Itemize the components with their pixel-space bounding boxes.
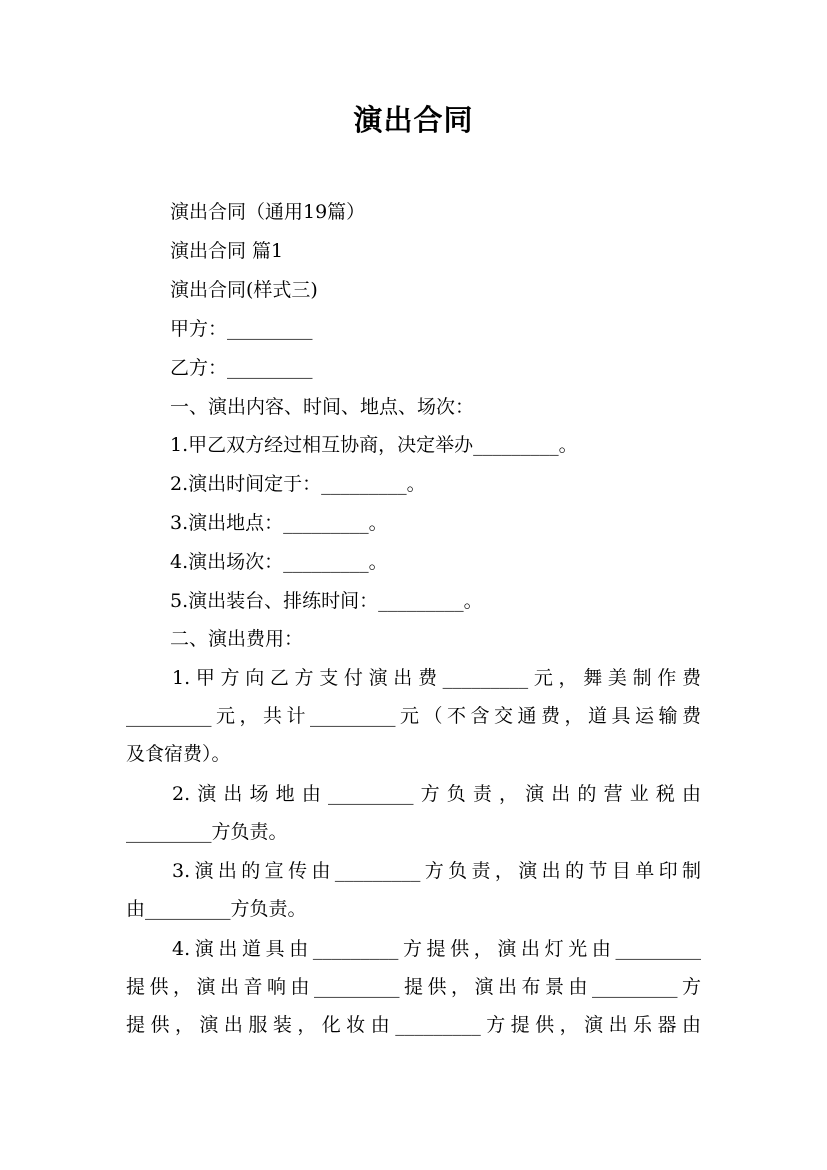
section-heading: 一、演出内容、时间、地点、场次： — [170, 396, 475, 418]
paragraph-fees — [126, 659, 701, 773]
paragraph-line: 2.演出场地由_________方负责，演出的营业税由 — [172, 783, 701, 805]
paragraph-line: 由_________方负责。 — [126, 898, 307, 920]
text-line: 演出合同（通用19篇） — [170, 201, 366, 223]
paragraph-line: 提供，演出音响由_________提供，演出布景由_________方 — [126, 976, 701, 998]
paragraph-venue — [126, 775, 701, 851]
text-line: 3.演出地点：_________。 — [170, 512, 388, 534]
paragraph-line: 1.甲方向乙方支付演出费_________元，舞美制作费 — [172, 667, 701, 689]
text-line: 甲方：_________ — [170, 318, 313, 340]
paragraph-line: 及食宿费）。 — [126, 743, 231, 765]
paragraph-line: 3.演出的宣传由_________方负责，演出的节目单印制 — [172, 860, 701, 882]
paragraph-line: _________元，共计_________元（不含交通费，道具运输费 — [126, 705, 701, 727]
section-heading: 二、演出费用： — [170, 628, 304, 650]
paragraph-line: _________方负责。 — [126, 821, 288, 843]
paragraph-line: 提供，演出服装，化妆由_________方提供，演出乐器由 — [126, 1014, 701, 1036]
paragraph-line: 4.演出道具由_________方提供，演出灯光由_________ — [172, 938, 701, 960]
paragraph-props — [126, 930, 701, 1044]
text-line: 4.演出场次：_________。 — [170, 551, 388, 573]
text-line: 5.演出装台、排练时间：_________。 — [170, 590, 483, 612]
paragraph-promotion — [126, 852, 701, 928]
text-line: 演出合同(样式三) — [170, 279, 318, 301]
text-line: 2.演出时间定于：_________。 — [170, 473, 426, 495]
text-line: 乙方：_________ — [170, 357, 313, 379]
text-line: 演出合同 篇1 — [170, 240, 284, 262]
document-title: 演出合同 — [353, 103, 474, 137]
text-line: 1.甲乙双方经过相互协商，决定举办_________。 — [170, 434, 578, 456]
